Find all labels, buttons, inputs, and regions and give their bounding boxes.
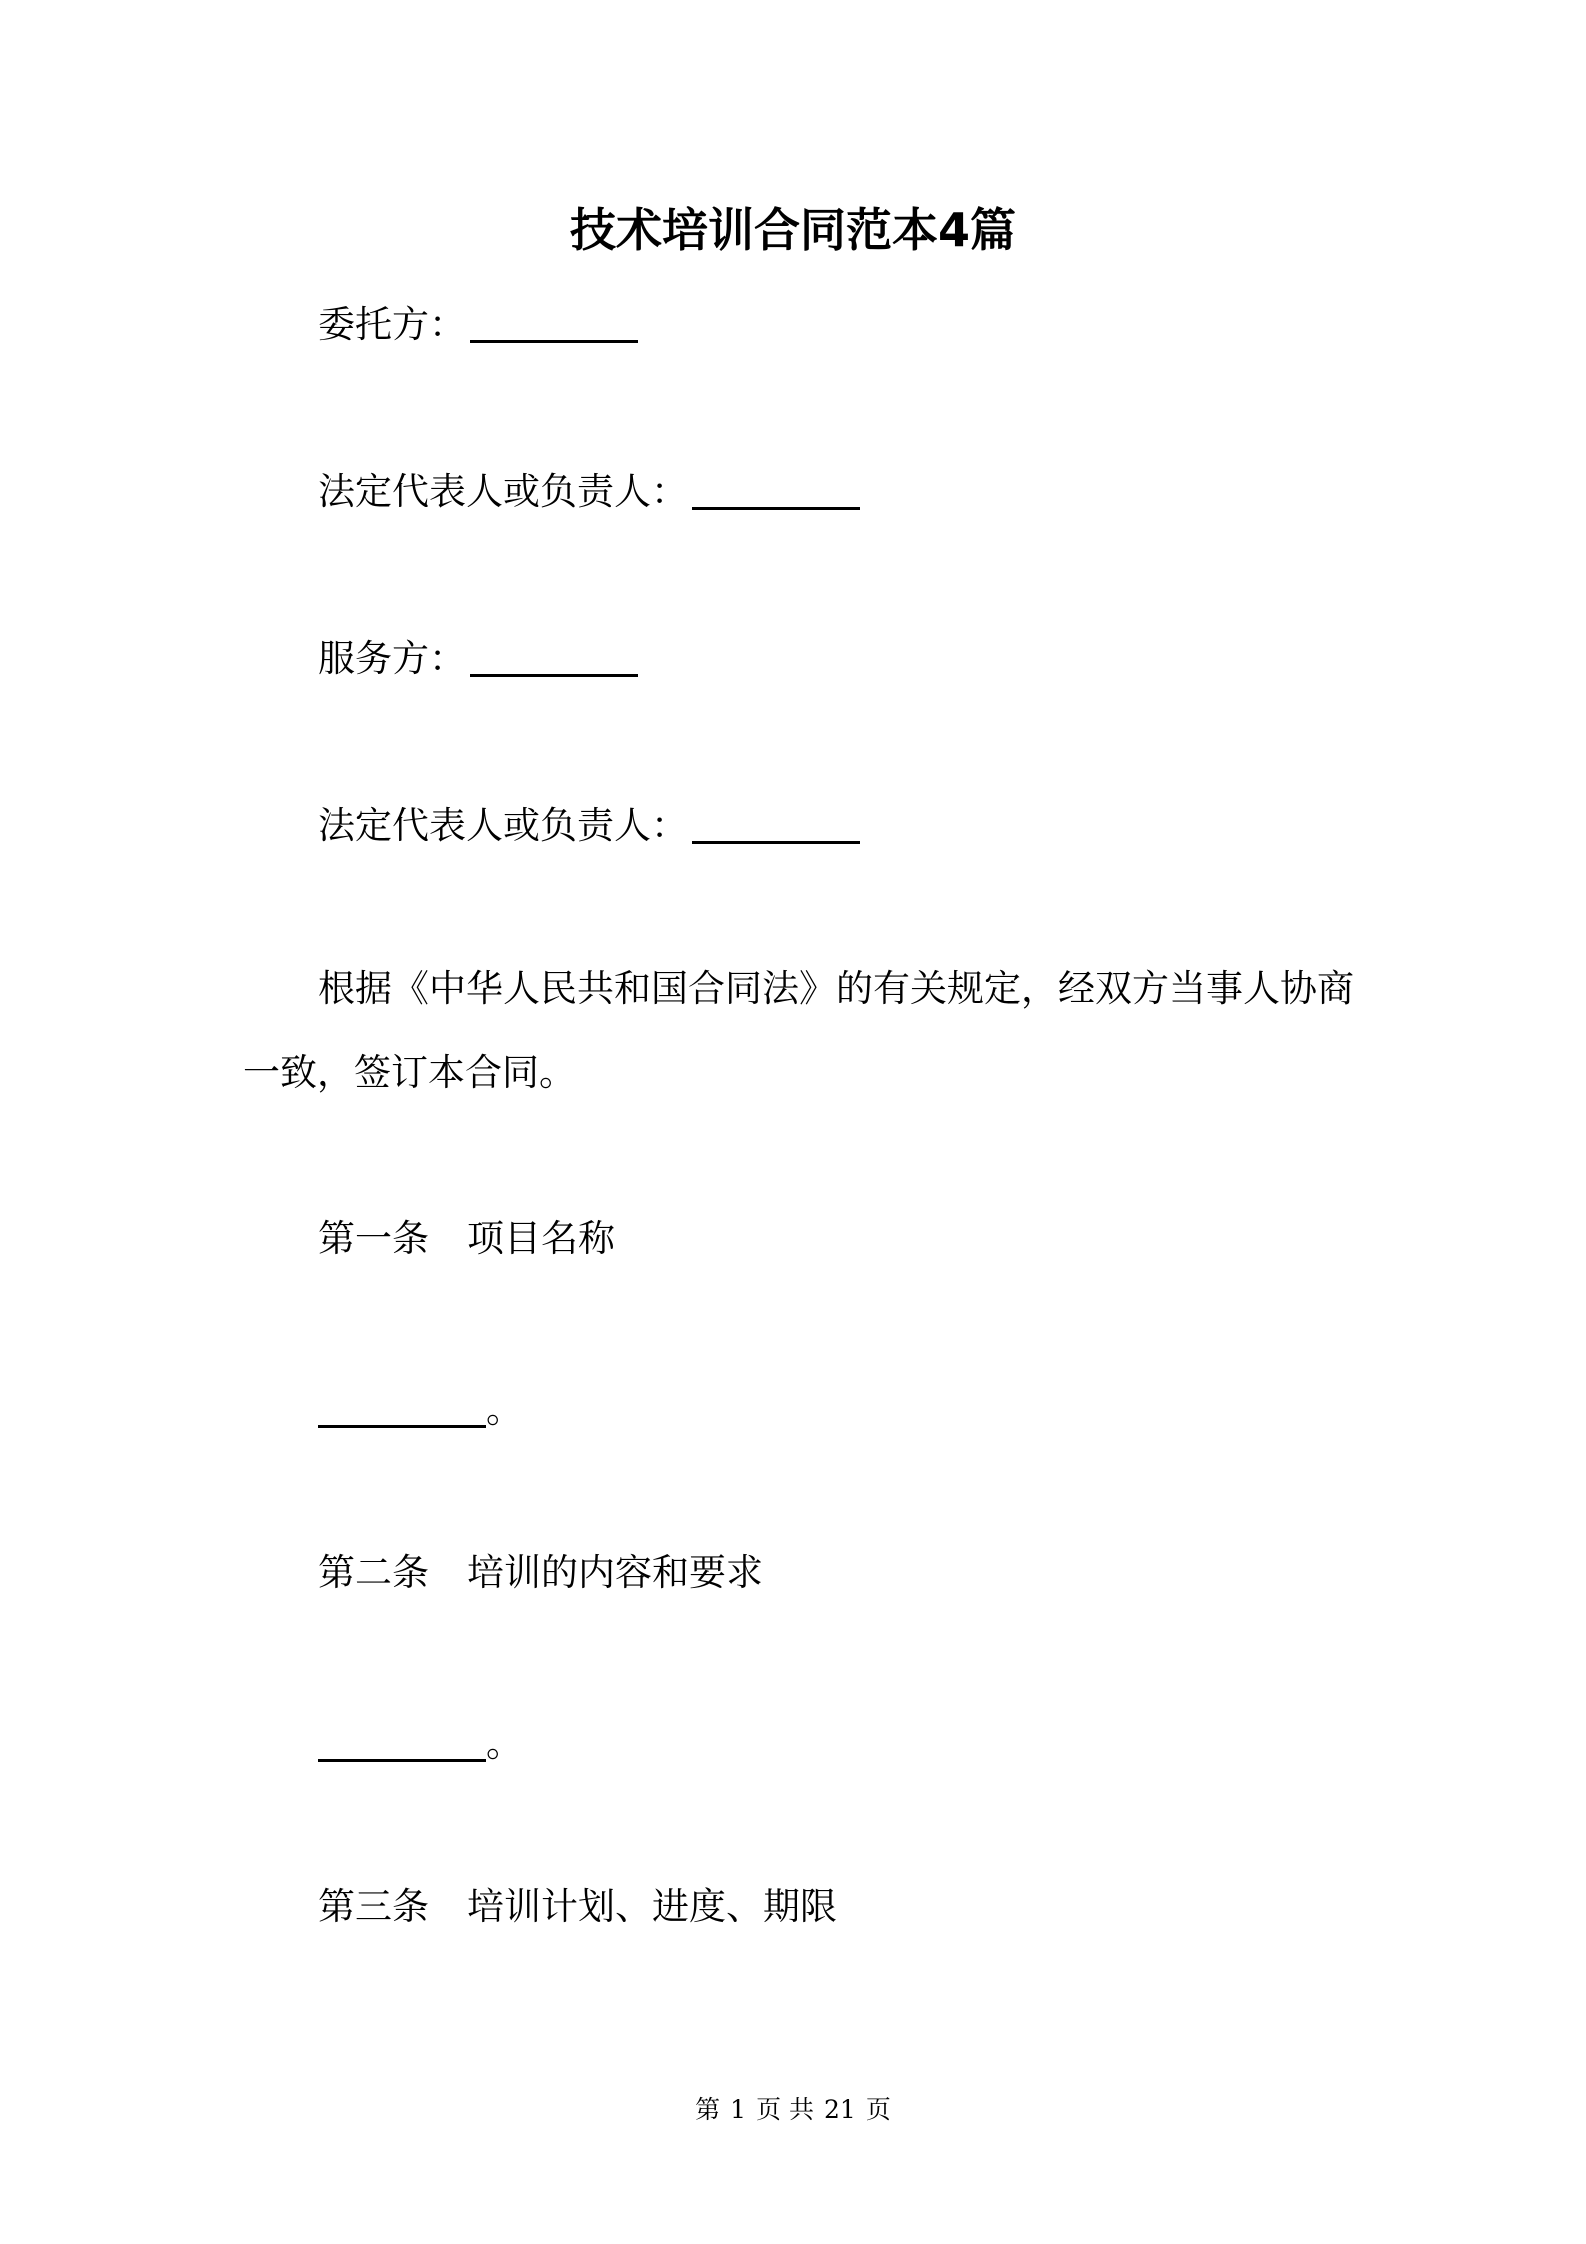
article-3-number: 第三条 [318, 1885, 429, 1928]
footer-total-pages: 21 [824, 2095, 856, 2124]
party-a-rep-blank [692, 469, 860, 510]
article-2-blank [318, 1721, 486, 1762]
party-a-rep-line [318, 463, 860, 517]
party-b-line [318, 630, 638, 684]
footer-prefix: 第 [695, 2095, 721, 2124]
article-1-title: 项目名称 [467, 1217, 615, 1260]
article-1-heading [318, 1214, 615, 1264]
party-a-rep-label: 法定代表人或负责人： [318, 470, 688, 513]
article-2-heading [318, 1548, 763, 1598]
article-2-content [318, 1715, 523, 1769]
party-b-rep-line [318, 797, 860, 851]
party-b-rep-blank [692, 803, 860, 844]
footer-suffix: 页 [865, 2095, 891, 2124]
article-1-blank [318, 1387, 486, 1428]
article-2-title: 培训的内容和要求 [467, 1551, 763, 1594]
party-a-label: 委托方： [318, 303, 466, 346]
party-b-blank [470, 636, 638, 677]
party-b-label: 服务方： [318, 637, 466, 680]
page-footer [0, 2093, 1586, 2127]
footer-middle: 页 共 [756, 2095, 815, 2124]
article-2-end-mark: 。 [486, 1722, 523, 1765]
footer-current-page: 1 [730, 2095, 747, 2124]
preamble-line-1: 根据《中华人民共和国合同法》的有关规定，经双方当事人协商 [318, 967, 1354, 1010]
article-3-heading [318, 1882, 837, 1932]
article-1-number: 第一条 [318, 1217, 429, 1260]
party-b-rep-label: 法定代表人或负责人： [318, 804, 688, 847]
article-1-content [318, 1381, 523, 1435]
article-1-end-mark: 。 [486, 1388, 523, 1431]
article-3-title: 培训计划、进度、期限 [467, 1885, 837, 1928]
article-2-number: 第二条 [318, 1551, 429, 1594]
preamble-line-2: 一致，签订本合同。 [243, 1051, 576, 1094]
party-a-line [318, 296, 638, 350]
party-a-blank [470, 302, 638, 343]
document-title: 技术培训合同范本4篇 [569, 203, 1016, 257]
